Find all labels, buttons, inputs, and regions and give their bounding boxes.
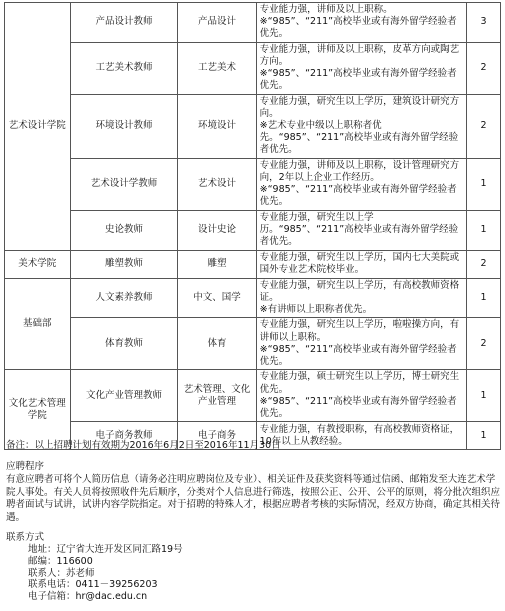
major-cell: 电子商务 [178, 422, 256, 450]
requirement-line: ※“985”、“211”高校毕业或有海外留学经验者优先。 [259, 343, 457, 367]
contact-phone: 联系电话：0411－39256203 [28, 579, 158, 591]
college-cell: 美术学院 [5, 250, 71, 278]
major-cell: 体育 [178, 318, 256, 370]
table-row [5, 250, 501, 278]
recruitment-table-wrapper [4, 2, 501, 450]
major-cell: 环境设计 [178, 94, 256, 158]
requirement-line: 专业能力强，研究生以上学历，啦啦操方向，有讲师以上职称。 [259, 319, 460, 343]
count-cell: 1 [467, 158, 501, 210]
requirement-cell [256, 94, 466, 158]
table-row [5, 158, 501, 210]
major-cell: 雕塑 [178, 250, 256, 278]
contact-title: 联系方式 [6, 532, 45, 543]
table-row [5, 278, 501, 318]
count-cell: 1 [467, 278, 501, 318]
requirement-line: 专业能力强，研究生以上学历，国内七大美院或国外专业艺术院校毕业。 [259, 251, 460, 276]
contact-section [6, 531, 500, 603]
major-cell: 设计史论 [178, 210, 256, 250]
table-row [5, 3, 501, 43]
requirement-line: ※有讲师以上职称者优先。 [259, 304, 373, 316]
requirement-cell [256, 278, 466, 318]
requirement-cell [256, 370, 466, 422]
post-cell: 电子商务教师 [70, 422, 178, 450]
requirement-line: 专业能力强，有教授职称，有高校教师资格证，10年以上从教经验。 [259, 423, 460, 447]
count-cell: 1 [467, 422, 501, 450]
requirement-cell [256, 422, 466, 450]
requirement-line: ※“985”、“211”高校毕业或有海外留学经验者优先。 [259, 184, 457, 208]
post-cell: 雕塑教师 [70, 250, 178, 278]
procedure-title: 应聘程序 [6, 461, 45, 472]
validity-note: 备注：以上招聘计划有效期为2016年6月2日至2016年11月30日 [6, 440, 281, 451]
post-cell: 工艺美术教师 [70, 42, 178, 94]
major-cell: 艺术管理、文化产业管理 [178, 370, 256, 422]
table-row [5, 318, 501, 370]
requirement-line: 专业能力强，研究生以上学历，建筑设计研究方向。 [259, 95, 460, 119]
requirement-line: ※“985”、“211”高校毕业或有海外留学经验者优先。 [259, 16, 457, 40]
procedure-section [6, 460, 500, 524]
post-cell: 文化产业管理教师 [70, 370, 178, 422]
requirement-line: 专业能力强，硕士研究生以上学历，博士研究生优先。 [259, 371, 460, 395]
post-cell: 史论教师 [70, 210, 178, 250]
count-cell: 3 [467, 3, 501, 43]
major-cell: 中文、国学 [178, 278, 256, 318]
requirement-cell [256, 42, 466, 94]
requirement-line: ※“985”、“211”高校毕业或有海外留学经验者优先。 [259, 395, 457, 419]
requirement-line: 专业能力强，讲师及以上职称，皮革方向或陶艺方向。 [259, 43, 460, 67]
requirement-line: 专业能力强，讲师及以上职称。 [259, 4, 393, 15]
table-row [5, 94, 501, 158]
contact-person: 联系人：苏老师 [28, 567, 95, 579]
requirement-cell [256, 318, 466, 370]
college-cell: 艺术设计学院 [5, 3, 71, 251]
requirement-line: ※“985”、“211”高校毕业或有海外留学经验者优先。 [259, 68, 457, 92]
procedure-text: 有意应聘者可将个人简历信息（请务必注明应聘岗位及专业）、相关证件及获奖资料等通过信函、邮箱发至大连艺术学院人事处。有关人员将按照收件先后顺序，分类对个人信息进行筛选，按照公正、公开、公平的原则，将分批次组织应聘者面试与试讲，试讲内容学院指定。对于招聘的特殊人才，根据应聘者考核的实际情况，经双方协商，确定其相关待遇。 [6, 474, 501, 523]
major-cell: 工艺美术 [178, 42, 256, 94]
requirement-cell [256, 158, 466, 210]
requirement-line: 专业能力强，研究生以上学历。“985”、“211”高校毕业或有海外留学经验者优先。 [259, 211, 459, 248]
post-cell: 艺术设计学教师 [70, 158, 178, 210]
college-cell: 文化艺术管理学院 [5, 370, 71, 450]
requirement-cell [256, 3, 466, 43]
count-cell: 2 [467, 42, 501, 94]
count-cell: 1 [467, 370, 501, 422]
requirement-line: 专业能力强，讲师及以上职称，设计管理研究方向，2年以上企业工作经历。 [259, 159, 460, 183]
post-cell: 人文素养教师 [70, 278, 178, 318]
contact-address: 地址：辽宁省大连开发区同汇路19号 [28, 544, 183, 555]
count-cell: 2 [467, 250, 501, 278]
table-row [5, 210, 501, 250]
contact-email[interactable]: 电子信箱：hr@dac.edu.cn [28, 591, 148, 603]
post-cell: 环境设计教师 [70, 94, 178, 158]
requirement-line: 专业能力强，研究生以上学历，有高校教师资格证。 [259, 279, 460, 303]
table-row [5, 42, 501, 94]
requirement-cell [256, 250, 466, 278]
count-cell: 1 [467, 210, 501, 250]
major-cell: 产品设计 [178, 3, 256, 43]
requirement-line: ※艺术专业中级以上职称者优先。“985”、“211”高校毕业或有海外留学经验者优先。 [259, 120, 459, 156]
college-cell: 基础部 [5, 278, 71, 370]
count-cell: 2 [467, 318, 501, 370]
requirement-cell [256, 210, 466, 250]
post-cell: 体育教师 [70, 318, 178, 370]
post-cell: 产品设计教师 [70, 3, 178, 43]
table-row [5, 370, 501, 422]
major-cell: 艺术设计 [178, 158, 256, 210]
contact-zipcode: 邮编：116600 [28, 555, 93, 567]
count-cell: 2 [467, 94, 501, 158]
recruitment-table [4, 2, 501, 450]
